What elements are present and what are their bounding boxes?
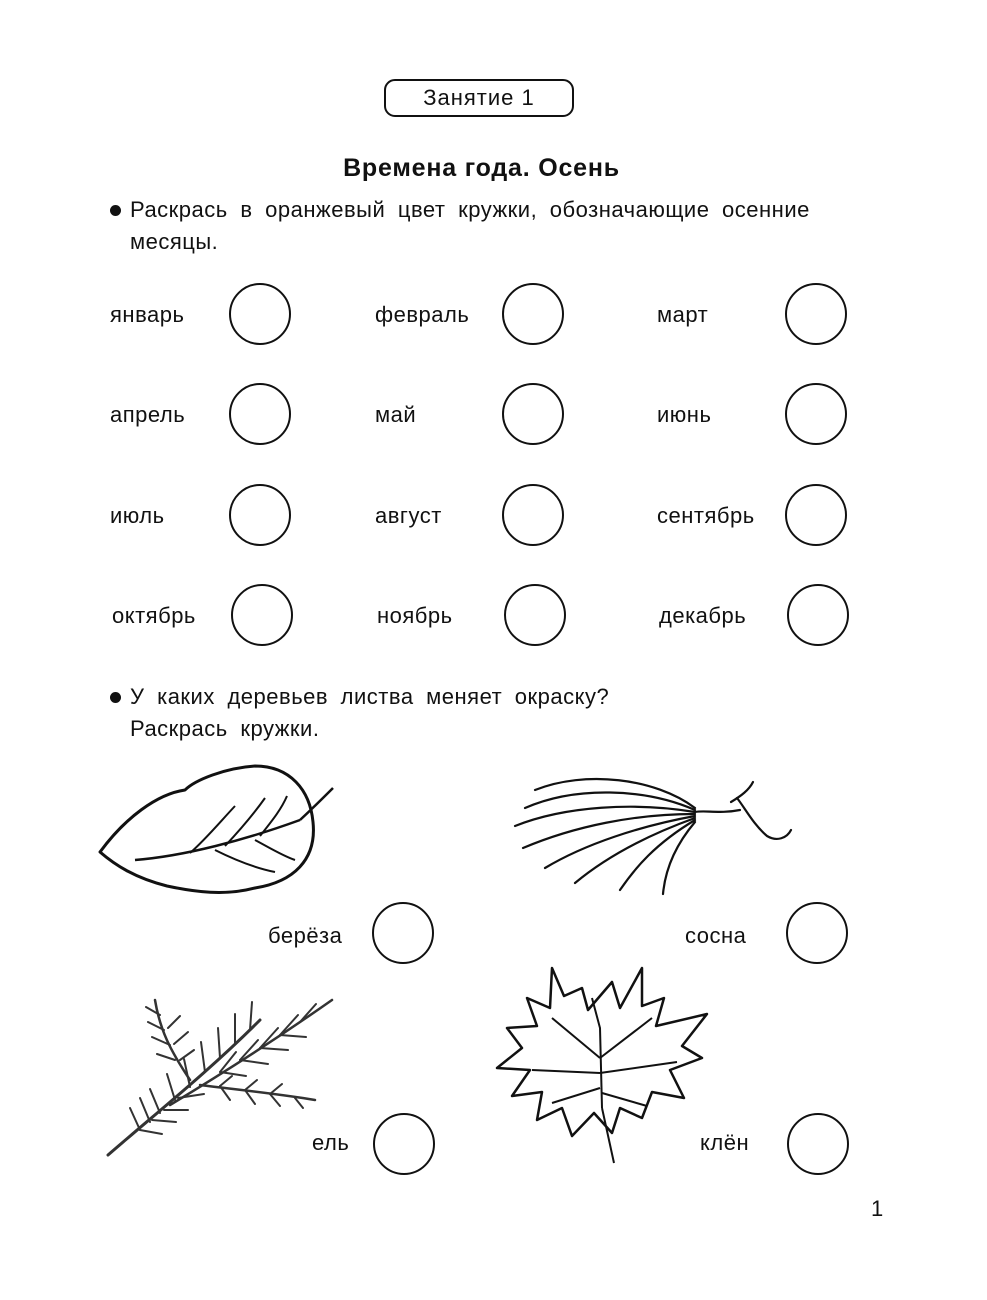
month-circle-march[interactable]: [785, 283, 847, 345]
month-circle-december[interactable]: [787, 584, 849, 646]
tree-label-birch: берёза: [268, 923, 343, 948]
month-label-september: сентябрь: [657, 503, 755, 528]
month-label-june: июнь: [657, 402, 712, 427]
month-label-july: июль: [110, 503, 165, 528]
tree-label-pine: сосна: [685, 923, 747, 948]
page-number: 1: [871, 1196, 884, 1221]
task-1-instruction: Раскрась в оранжевый цвет кружки, обозначающие осенние месяцы.: [130, 197, 810, 254]
tree-circle-spruce[interactable]: [373, 1113, 435, 1175]
page-title: Времена года. Осень: [343, 154, 620, 182]
tree-label-maple: клён: [700, 1130, 750, 1155]
month-label-october: октябрь: [112, 603, 196, 628]
month-label-december: декабрь: [659, 603, 747, 628]
maple-leaf-icon: [492, 958, 717, 1168]
month-label-march: март: [657, 302, 709, 327]
month-circle-october[interactable]: [231, 584, 293, 646]
month-label-august: август: [375, 503, 442, 528]
month-circle-november[interactable]: [504, 584, 566, 646]
tree-circle-maple[interactable]: [787, 1113, 849, 1175]
month-circle-january[interactable]: [229, 283, 291, 345]
birch-leaf-icon: [95, 760, 345, 910]
bullet-icon: [110, 205, 121, 216]
month-label-november: ноябрь: [377, 603, 453, 628]
tree-label-spruce: ель: [312, 1130, 350, 1155]
month-circle-september[interactable]: [785, 484, 847, 546]
month-circle-february[interactable]: [502, 283, 564, 345]
bullet-icon: [110, 692, 121, 703]
month-circle-june[interactable]: [785, 383, 847, 445]
month-circle-july[interactable]: [229, 484, 291, 546]
month-label-may: май: [375, 402, 417, 427]
task-2-instruction: У каких деревьев листва меняет окраску? Раскрась кружки.: [130, 684, 610, 741]
month-circle-april[interactable]: [229, 383, 291, 445]
spruce-branch-icon: [100, 980, 340, 1160]
month-label-april: апрель: [110, 402, 186, 427]
lesson-badge: Занятие 1: [384, 79, 574, 117]
month-label-january: январь: [110, 302, 185, 327]
month-label-february: февраль: [375, 302, 470, 327]
tree-circle-pine[interactable]: [786, 902, 848, 964]
month-circle-august[interactable]: [502, 484, 564, 546]
tree-circle-birch[interactable]: [372, 902, 434, 964]
month-circle-may[interactable]: [502, 383, 564, 445]
pine-needles-icon: [505, 768, 800, 898]
